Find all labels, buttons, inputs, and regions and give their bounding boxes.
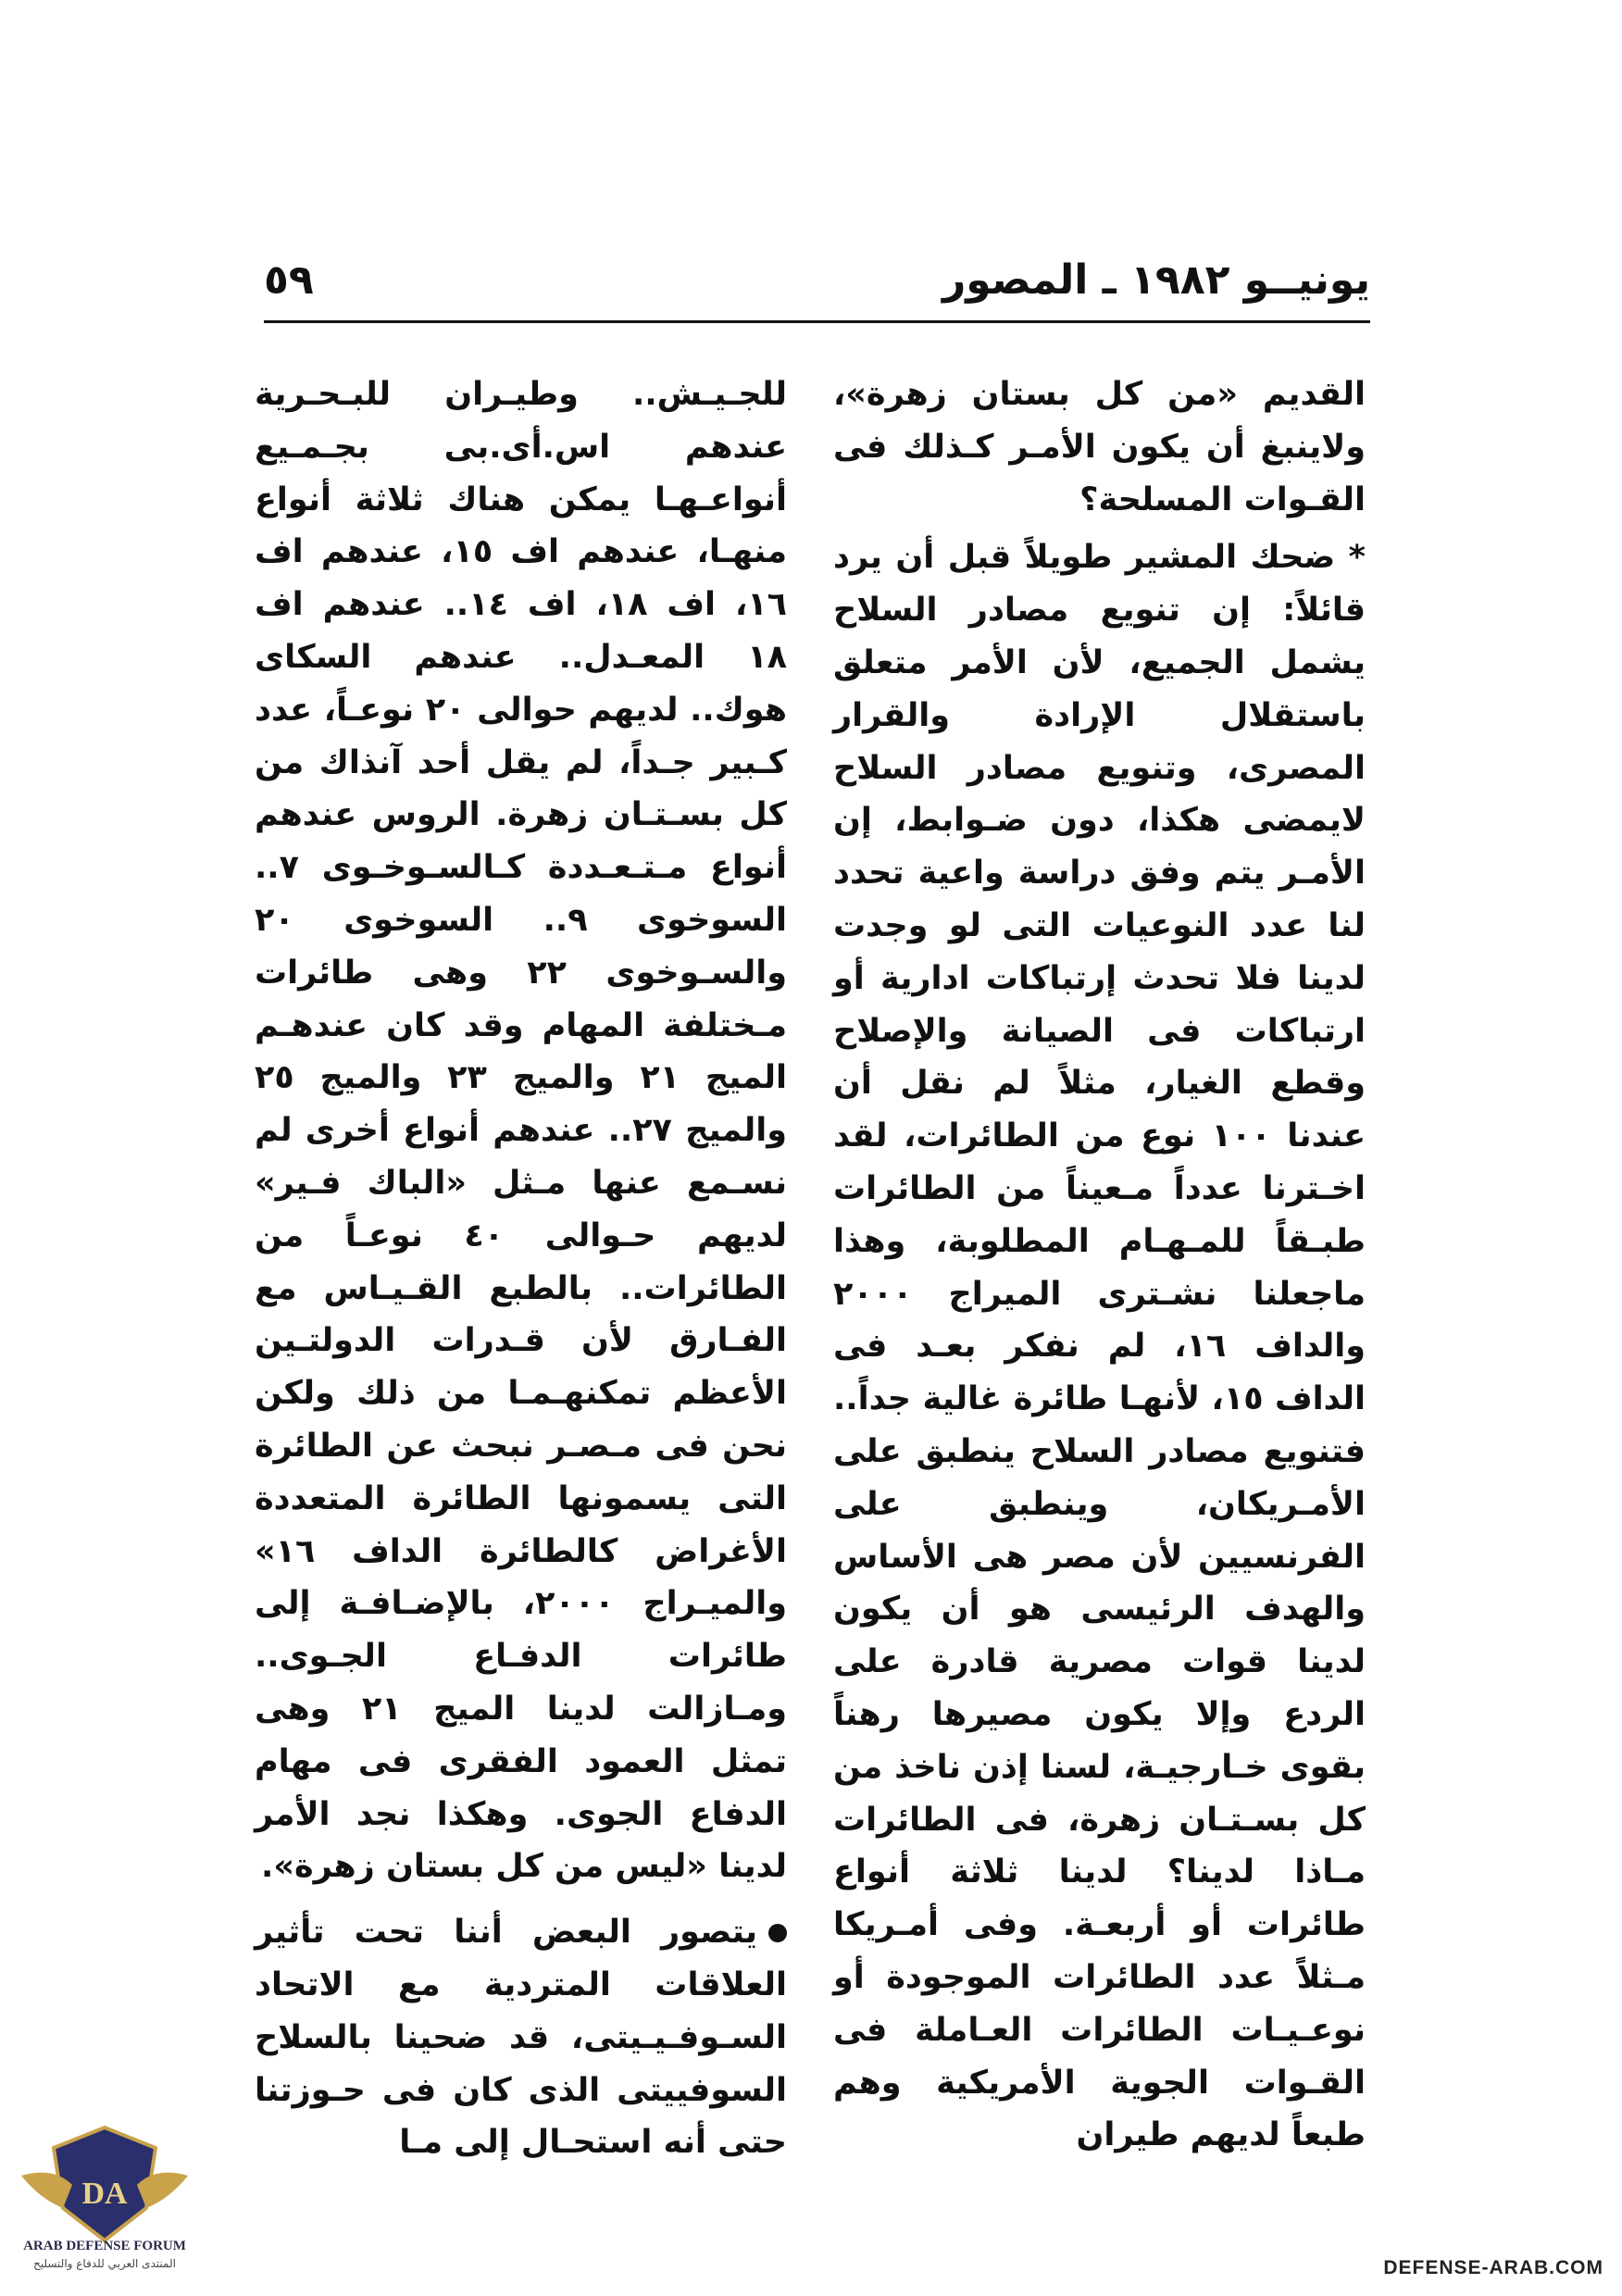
paragraph: للجـيـش.. وطيـران للبـحـرية عندهم اس.أى.بى بجـمـيع أنواعـهـا يمكن هناك ثلاثة أنواع منهـا، عندهم اف ١٥، عندهم اف ١٦، اف ١٨، اف ١٤.. عندهم اف ١٨ المعـدل.. عندهم السكاى هوك.. لديهم حوالى ٢٠ نوعـاً، عدد كـبير جـداً، لم يقل أحد آنذاك من كل بسـتـان زهرة. الروس عندهم أنواع مـتـعـددة كـالسـوخـوى ٧.. السوخوى ٩.. السوخوى ٢٠ والسـوخوى ٢٢ وهى طائرات مـختلفة المهام وقد كان عندهـم الميج ٢١ والميج ٢٣ والميج ٢٥ والميج ٢٧.. عندهم أنواع أخرى لم نسـمع عنها مـثل «الباك فـير» لديهم حـوالى ٤٠ نوعـاً من الطائرات.. بالطبع القـيـاس مع الفـارق لأن قـدرات الدولتـين الأعظم تمكنهـمـا من ذلك ولكن نحن فى مـصـر نبحث عن الطائرة التى يسمونها الطائرة المتعددة الأغراض كالطائرة الداف ١٦» والميـراج ٢٠٠٠، بالإضـافـة إلى طائرات الدفـاع الجـوى.. ومـازالت لدينا الميج ٢١ وهى تمثل العمود الفقرى فى مهام الدفاع الجوى. وهكذا نجد الأمر لدينا «ليس من كل بستان زهرة».: [255, 376, 788, 1886]
bullet-paragraph: [255, 1906, 787, 2169]
page-header: [264, 248, 1370, 331]
running-title: يونيــو ١٩٨٢ ـ المصور: [942, 256, 1370, 304]
logo-subcaption: المنتدى العربي للدفاع والتسليح: [33, 2257, 176, 2270]
header-rule: [264, 320, 1370, 323]
bullet-text: يتصور البعض أننا تحت تأثير العلاقات المتردية مع الاتحاد السـوفـيـيتى، قد ضحينا بالسلاح السوفييتى الذى كان فى حـوزتنا حتى أنه استحـال إلى مـا: [255, 1914, 787, 2162]
left-column: [255, 368, 788, 2162]
svg-text:DA: DA: [81, 2177, 128, 2211]
paragraph: * ضحك المشير طويلاً قبل أن يرد قائلاً: إن تنويع مصادر السلاح يشمل الجميع، لأن الأمر متعلق باستقلال الإرادة والقرار المصرى، وتنويع مصادر السلاح لايمضى هكذا، دون ضـوابط، إن الأمـر يتم وفق دراسة واعية تحدد لنا عدد النوعيات التى لو وجدت لدينا فلا تحدث إرتباكات ادارية أو ارتباكات فى الصيانة والإصلاح وقطع الغيار، مثلاً لم نقل أن عندنا ١٠٠ نوع من الطائرات، لقد اخـترنا عدداً مـعيناً من الطائرات طبـقاً للمـهـام المطلوبة، وهذا ماجعلنا نشـترى الميراج ٢٠٠٠ والداف ١٦، لم نفكر بعـد فى الداف ١٥، لأنهـا طائرة غالية جداً.. فتنويع مصادر السلاح ينطبق على الأمـريكان، وينطبق على الفرنسيين لأن مصر هى الأساس والهدف الرئيسى هو أن يكون لدينا قوات مصرية قادرة على الردع وإلا يكون مصيرها رهناً بقوى خـارجيـة، لسنا إذن ناخذ من كل بسـتـان زهرة، فى الطائرات مـاذا لدينا؟ لدينا ثلاثة أنواع طائرات أو أربعـة. وفى أمـريكا مـثلاً عدد الطائرات الموجودة أو نوعـيـات الطائرات العـاملة فى القـوات الجوية الأمريكية وهم طبعاً لديهم طيران: [833, 539, 1366, 2154]
page-number: ٥٩: [264, 256, 314, 304]
paragraph: القديم «من كل بستان زهرة»، ولاينبغ أن يكون الأمـر كـذلك فى القـوات المسلحة؟: [833, 376, 1366, 518]
logo-caption: ARAB DEFENSE FORUM: [23, 2239, 186, 2253]
watermark-url: DEFENSE-ARAB.COM: [1383, 2257, 1603, 2278]
bullet-icon: [768, 1924, 787, 1942]
right-column: [833, 368, 1366, 2154]
